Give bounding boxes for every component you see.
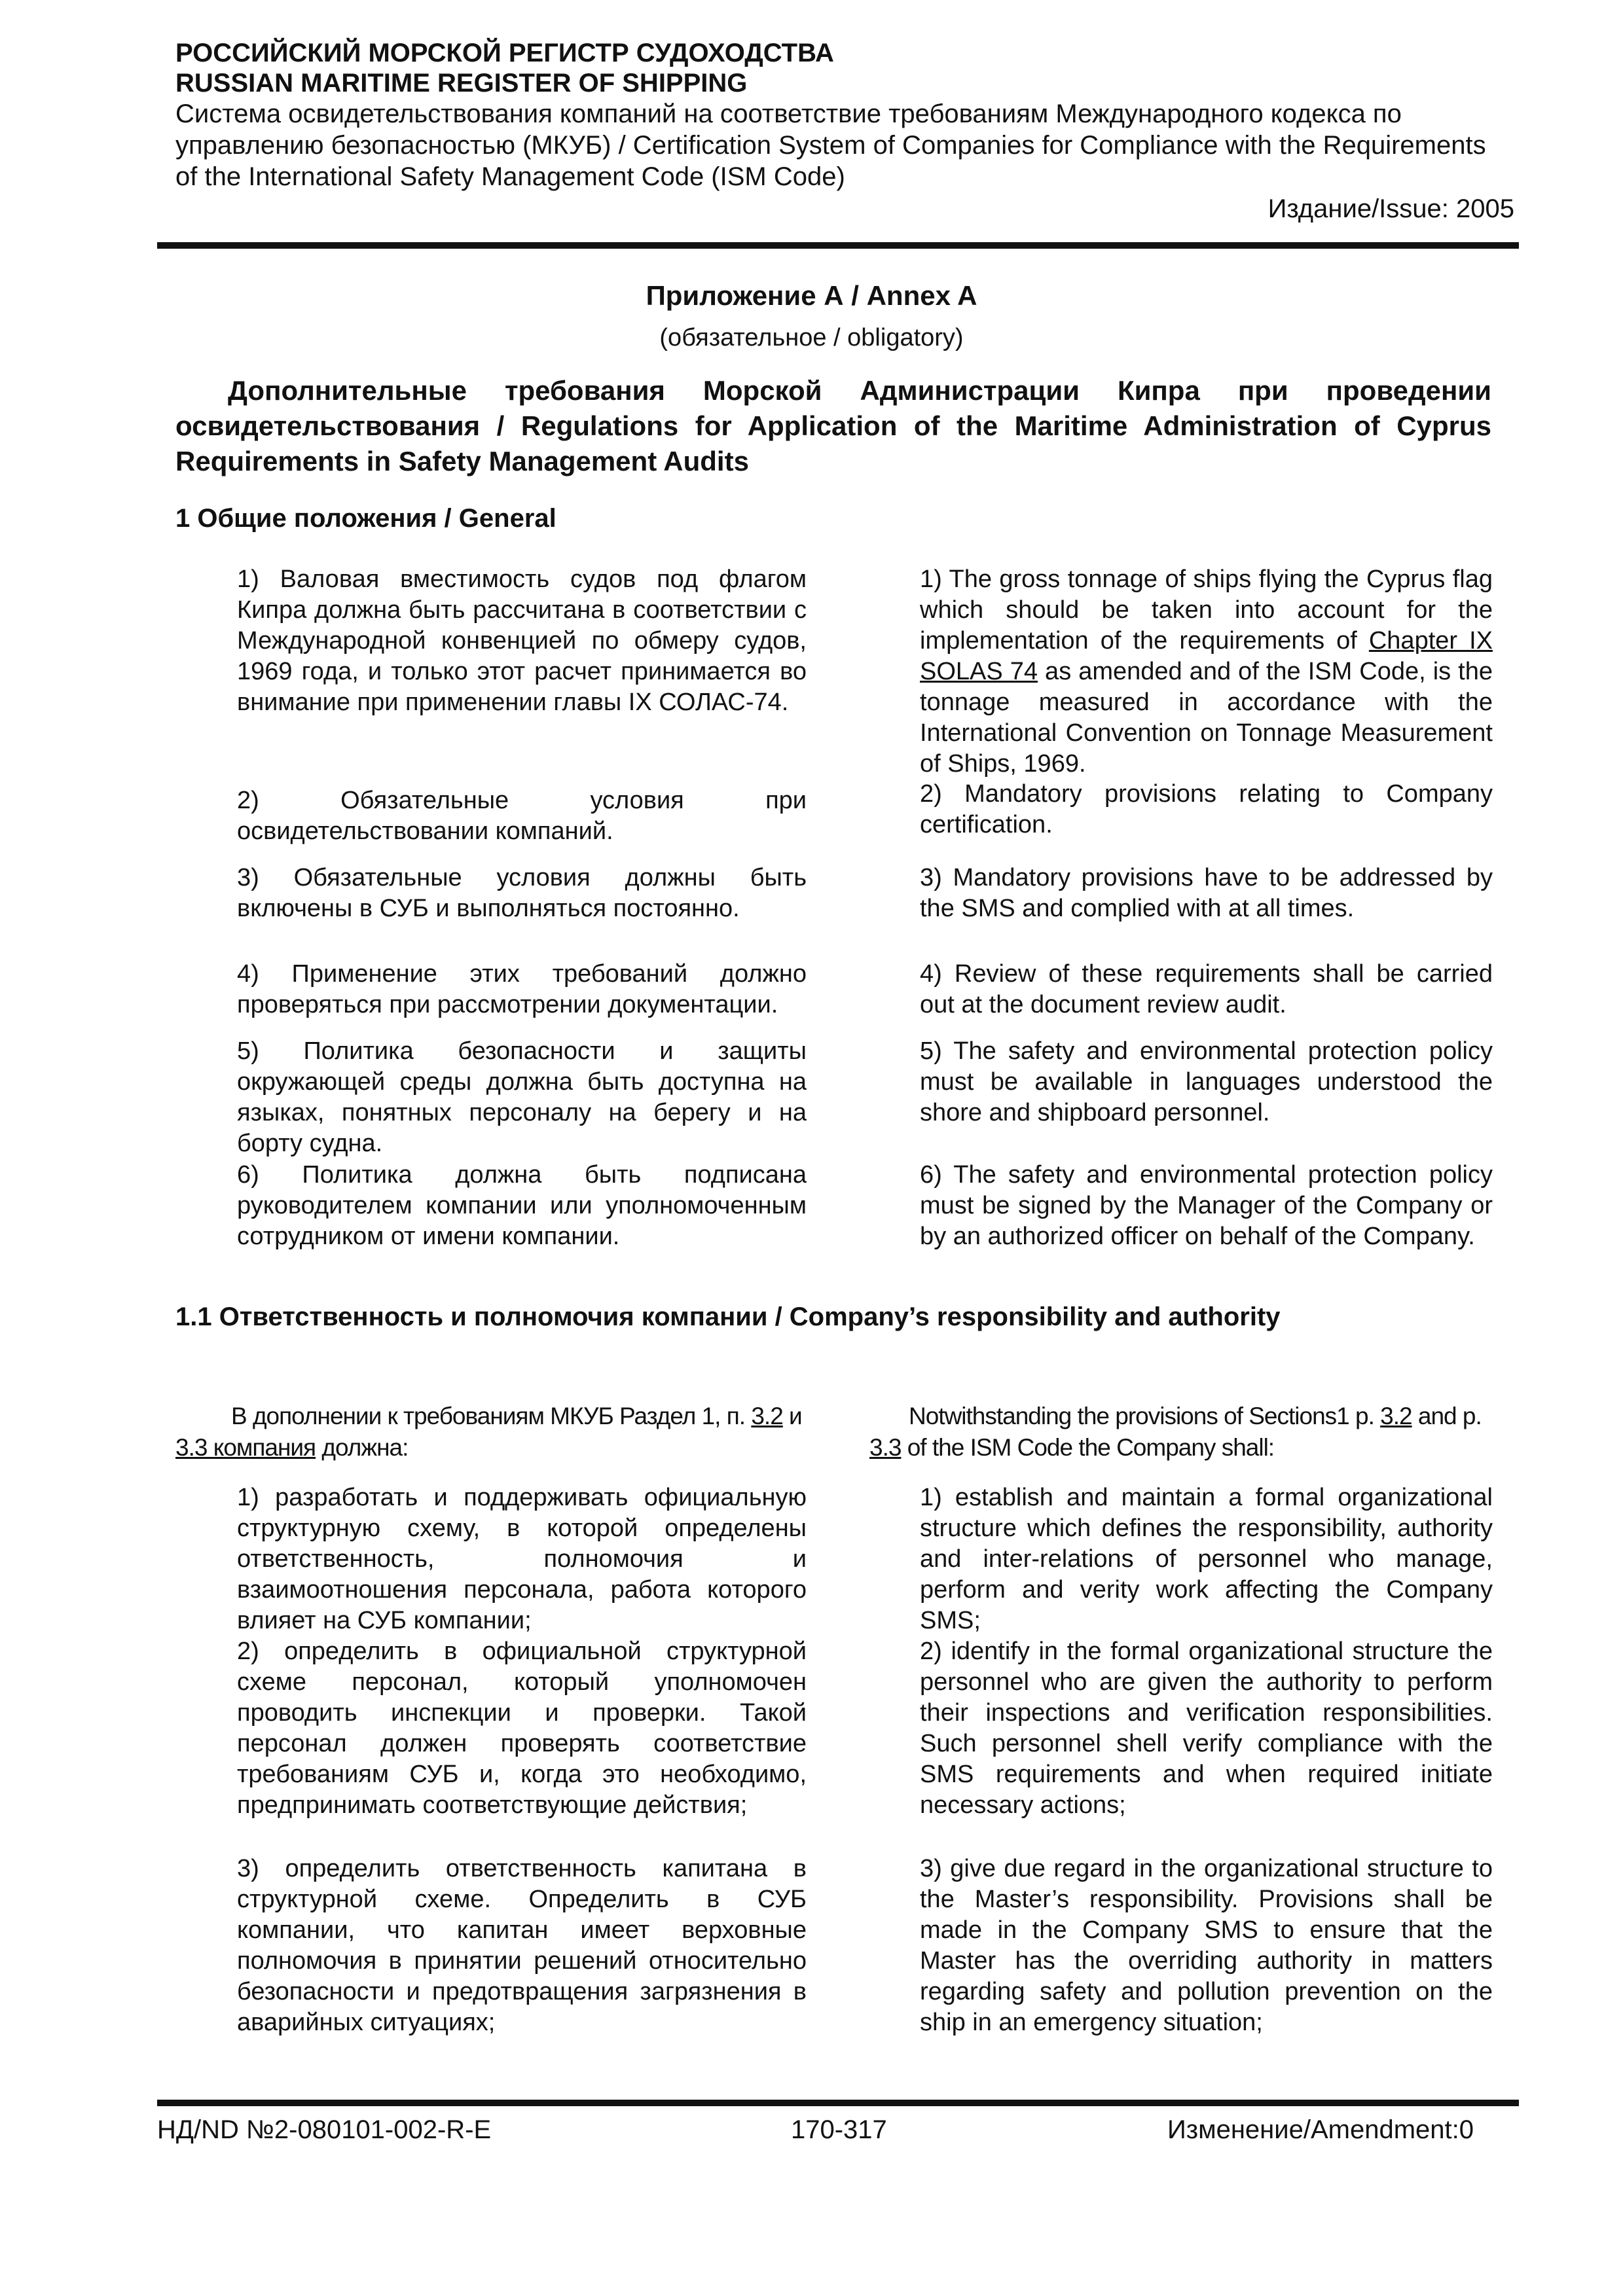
footer-amendment: Изменение/Amendment:0 <box>1167 2115 1474 2144</box>
general-en-item-3: 3) Mandatory provisions have to be addressed by the SMS and complied with at all times. <box>920 864 1493 922</box>
ism-ref-link[interactable]: 3.2 <box>1380 1403 1412 1429</box>
ism-ref-link[interactable]: 3.3 компания <box>175 1434 316 1461</box>
document-header <box>175 38 1514 225</box>
org-name-en: RUSSIAN MARITIME REGISTER OF SHIPPING <box>175 69 748 98</box>
footer-page-number: 170-317 <box>791 2115 887 2144</box>
annex-subtitle: (обязательное / obligatory) <box>659 324 964 351</box>
responsibility-ru-item-3: 3) определить ответственность капитана в структурной схеме. Определить в СУБ компании, что капитан имеет верховные полномочия в принятии решений относительно безопасности и предотвращения загрязнения в аварийных ситуациях; <box>237 1855 807 2036</box>
responsibility-intro-ru: В дополнении к требованиям МКУБ Раздел 1, п. 3.2 и 3.3 компания должна: <box>175 1403 802 1461</box>
general-ru-item-1: 1) Валовая вместимость судов под флагом Кипра должна быть рассчитана в соответствии с Международной конвенцией по обмеру судов, 1969 года, и только этот расчет принимается во внимание при применении главы IX СОЛАС-74. <box>237 565 807 716</box>
general-ru-item-3: 3) Обязательные условия должны быть включены в СУБ и выполняться постоянно. <box>237 864 807 922</box>
document-title: Дополнительные требования Морской Администрации Кипра при проведении освидетельствования / Regulations for Application of the Maritime Administration of Cyprus Requirements in Safety Management Audits <box>175 375 1491 476</box>
general-en-item-1: 1) The gross tonnage of ships flying the Cyprus flag which should be taken into account for the implementation of the requirements of Chapter IX SOLAS 74 as amended and of the ISM Code, is the tonnage measured in accordance with the International Convention on Tonnage Measurement of Ships, 1969. <box>920 565 1493 778</box>
general-en-item-5: 5) The safety and environmental protection policy must be available in languages understood the shore and shipboard personnel. <box>920 1037 1493 1126</box>
annex-title: Приложение А / Annex A <box>646 280 977 311</box>
general-ru-item-2: 2) Обязательные условия при освидетельствовании компаний. <box>237 787 807 845</box>
general-ru-item-6: 6) Политика должна быть подписана руководителем компании или уполномоченным сотрудником от имени компании. <box>237 1161 807 1250</box>
org-name-ru: РОССИЙСКИЙ МОРСКОЙ РЕГИСТР СУДОХОДСТВА <box>175 39 834 67</box>
general-en-item-2: 2) Mandatory provisions relating to Company certification. <box>920 780 1493 838</box>
footer-rule <box>157 2100 1519 2106</box>
responsibility-en-item-1: 1) establish and maintain a formal organizational structure which defines the responsibility, authority and inter-relations of personnel who manage, perform and verity work affecting the Company SMS; <box>920 1484 1493 1634</box>
footer-doc-number: НД/ND №2-080101-002-R-E <box>157 2115 492 2144</box>
responsibility-ru-item-2: 2) определить в официальной структурной схеме персонал, который уполномочен проводить инспекции и проверки. Такой персонал должен проверять соответствие требованиям СУБ и, когда это необходимо, предпринимать соответствующие действия; <box>237 1638 807 1819</box>
general-en-item-4: 4) Review of these requirements shall be carried out at the document review audit. <box>920 960 1493 1018</box>
header-rule <box>157 242 1519 249</box>
system-title: Система освидетельствования компаний на соответствие требованиям Международного кодекса по управлению безопасностью (МКУБ) / Certification System of Companies for Compliance with the Requirements of the International Safety Management Code (ISM Code) <box>175 99 1486 191</box>
responsibility-intro-en: Notwithstanding the provisions of Sections1 p. 3.2 and p. 3.3 of the ISM Code the Company shall: <box>869 1403 1482 1461</box>
section-heading-responsibility: 1.1 Ответственность и полномочия компании / Company’s responsibility and authority <box>175 1302 1281 1331</box>
ism-ref-link[interactable]: 3.3 <box>869 1434 902 1461</box>
general-en-item-6: 6) The safety and environmental protection policy must be signed by the Manager of the Company or by an authorized officer on behalf of the Company. <box>920 1161 1493 1250</box>
general-ru-item-4: 4) Применение этих требований должно проверяться при рассмотрении документации. <box>237 960 807 1018</box>
responsibility-en-item-3: 3) give due regard in the organizational structure to the Master’s responsibility. Provisions shall be made in the Company SMS to ensure that the Master has the overriding authority in matters regarding safety and pollution prevention on the ship in an emergency situation; <box>920 1855 1493 2036</box>
issue-label: Издание/Issue: 2005 <box>1267 194 1514 223</box>
ism-ref-link[interactable]: 3.2 <box>751 1403 783 1429</box>
general-ru-item-5: 5) Политика безопасности и защиты окружающей среды должна быть доступна на языках, понятных персоналу на берегу и на борту судна. <box>237 1037 807 1157</box>
responsibility-ru-item-1: 1) разработать и поддерживать официальную структурную схему, в которой определены ответственность, полномочия и взаимоотношения персонала, работа которого влияет на СУБ компании; <box>237 1484 807 1634</box>
section-heading-general: 1 Общие положения / General <box>175 504 556 533</box>
responsibility-en-item-2: 2) identify in the formal organizational structure the personnel who are given the authority to perform their inspections and verification responsibilities. Such personnel shell verify compliance with the SMS requirements and when required initiate necessary actions; <box>920 1638 1493 1819</box>
solas-chapter-link[interactable]: Chapter IX SOLAS 74 <box>920 627 1493 685</box>
